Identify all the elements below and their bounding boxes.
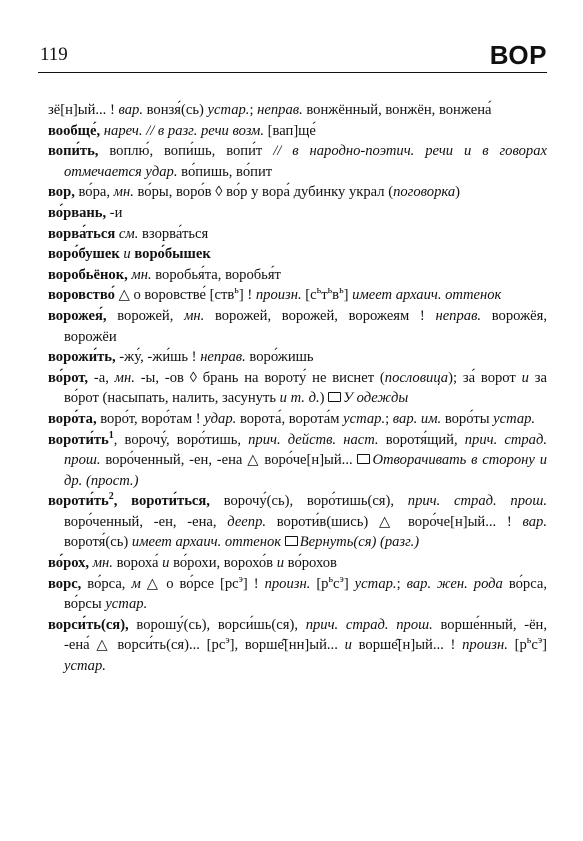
headword: ворс, bbox=[48, 575, 82, 592]
transcription-mark: ь bbox=[327, 285, 333, 297]
usage-label: устар. bbox=[343, 410, 386, 427]
entry-text: воро́ты bbox=[441, 410, 494, 427]
headword: ворва́ться bbox=[48, 225, 116, 242]
usage-label: мн. bbox=[184, 307, 205, 324]
dictionary-entry bbox=[48, 409, 547, 430]
dictionary-entry bbox=[48, 368, 547, 409]
dictionary-entry bbox=[48, 615, 547, 677]
entry-text: ) bbox=[319, 390, 329, 407]
headword: вор, bbox=[48, 184, 75, 201]
homonym-index: 1 bbox=[108, 429, 114, 441]
entry-text: △ о воровстве́ [ств bbox=[114, 287, 235, 304]
headword: ворси́ть(ся), bbox=[48, 616, 129, 633]
dictionary-entry bbox=[48, 182, 547, 203]
usage-label: Вернуть(ся) (разг.) bbox=[299, 534, 420, 551]
headword: ворожи́ть, bbox=[48, 349, 116, 366]
usage-label: устар. bbox=[105, 596, 148, 613]
entry-text: во́ра, bbox=[74, 184, 114, 201]
entry-text: ] bbox=[343, 575, 355, 592]
transcription-mark: э bbox=[339, 573, 344, 585]
entry-text: зё[н]ый... ! bbox=[48, 102, 119, 118]
entry-text: воро́ченный, -ен, -ена △ воро́че[н]ый... bbox=[100, 452, 358, 469]
dictionary-entry bbox=[48, 553, 547, 574]
entry-text: во́пишь, во́пит bbox=[177, 163, 273, 180]
usage-label: и bbox=[521, 369, 529, 386]
entry-text: [вап]ще́ bbox=[264, 122, 316, 139]
dictionary-entry bbox=[48, 100, 547, 121]
entry-text: во́рса, bbox=[81, 575, 132, 592]
dictionary-entry bbox=[48, 285, 547, 306]
transcription-mark: ь bbox=[328, 573, 334, 585]
transcription-mark: ь bbox=[316, 285, 322, 297]
guide-word: ВОР bbox=[489, 40, 547, 70]
entry-text: воротя́(сь) bbox=[64, 534, 132, 551]
dictionary-entry bbox=[48, 141, 547, 182]
entry-text: с bbox=[333, 575, 340, 592]
entry-text: во́рохи, ворохо́в bbox=[169, 555, 277, 572]
entry-text: вороти́в(шись) △ воро́че[н]ый... ! bbox=[266, 513, 523, 530]
meaning-box-icon bbox=[357, 454, 370, 464]
usage-label: устар. bbox=[64, 658, 106, 675]
transcription-mark: э bbox=[225, 635, 230, 647]
usage-label: и bbox=[344, 637, 352, 654]
entry-text: воро́т, воро́там ! bbox=[96, 410, 205, 427]
dictionary-entry bbox=[48, 347, 547, 368]
headword: во́рвань, bbox=[48, 204, 107, 221]
entry-text: во́рса, во́рсы bbox=[64, 575, 547, 613]
meaning-box-icon bbox=[285, 536, 298, 546]
dictionary-entry bbox=[48, 574, 547, 615]
usage-label: У одежды bbox=[343, 390, 409, 407]
entry-text: взорва́ться bbox=[138, 225, 209, 242]
page-header bbox=[38, 40, 547, 73]
usage-label: прич. страд. прош. bbox=[305, 616, 433, 633]
dictionary-entries bbox=[48, 100, 547, 677]
transcription-mark: э bbox=[238, 573, 243, 585]
usage-label: пословица bbox=[384, 369, 449, 386]
dictionary-entry bbox=[48, 265, 547, 286]
usage-label: // в народно-поэтич. речи и в говорах отмечается удар. bbox=[64, 143, 547, 180]
entry-text: ворошу́(сь), ворси́шь(ся), bbox=[128, 616, 306, 633]
entry-text: ворше̂[н]ый... ! bbox=[351, 637, 463, 654]
usage-label: нареч. // в разг. речи возм. bbox=[103, 122, 265, 139]
headword: воро́та, bbox=[48, 410, 97, 427]
entry-text: вороха́ bbox=[112, 555, 163, 572]
usage-label: и bbox=[276, 555, 284, 572]
usage-label: мн. bbox=[114, 369, 135, 386]
usage-label: вар. им. bbox=[392, 410, 442, 427]
headword: воро́бышек bbox=[134, 246, 211, 263]
headword: воробьёнок, bbox=[48, 266, 128, 283]
headword: ворожея́, bbox=[48, 307, 107, 324]
usage-label: и т. д. bbox=[279, 390, 320, 407]
entry-text: ворше́нный, -ён, -ена́ △ ворси́ть(ся)... [рс bbox=[64, 616, 548, 654]
usage-label: и bbox=[123, 246, 131, 263]
entry-text: в bbox=[332, 287, 340, 304]
entry-text: ], ворше̂[нн]ый... bbox=[229, 637, 345, 654]
entry-text: ] bbox=[542, 637, 547, 654]
usage-label: вар. жен. рода bbox=[406, 575, 503, 592]
usage-label: устар. bbox=[493, 410, 536, 427]
entry-text: ] bbox=[343, 287, 353, 304]
entry-text: воробья́та, воробья́т bbox=[151, 266, 281, 283]
headword: во́рох, bbox=[48, 555, 90, 572]
entry-text: ворожёя, ворожёи bbox=[64, 307, 547, 345]
entry-text: ворожей, bbox=[106, 307, 185, 324]
usage-label: вар. bbox=[118, 102, 143, 118]
transcription-mark: ь bbox=[526, 635, 532, 647]
transcription-mark: э bbox=[537, 635, 543, 647]
usage-label: см. bbox=[118, 225, 139, 242]
headword: вороти́ть bbox=[48, 493, 109, 510]
entry-text: ; bbox=[249, 102, 258, 118]
usage-label: мн. bbox=[131, 266, 152, 283]
page-number: 119 bbox=[40, 44, 68, 65]
entry-text: [с bbox=[301, 287, 317, 304]
entry-text: [р bbox=[507, 637, 527, 654]
entry-text: , ворочу́, воро́тишь, bbox=[113, 431, 249, 448]
usage-label: произн. bbox=[264, 575, 311, 592]
usage-label: устар. bbox=[354, 575, 397, 592]
headword: во́рот, bbox=[48, 369, 89, 386]
transcription-mark: ь bbox=[339, 285, 344, 297]
entry-text: ворота́, ворота́м bbox=[236, 410, 344, 427]
usage-label: удар. bbox=[204, 410, 237, 427]
entry-text: с bbox=[531, 637, 538, 654]
entry-text: воплю́, вопи́шь, вопи́т bbox=[98, 143, 274, 160]
headword: вообще́, bbox=[48, 122, 101, 139]
entry-text: во́ры, воро́в ◊ во́р у вора́ дубинку украл ( bbox=[133, 184, 394, 201]
entry-text: △ о во́рсе [рс bbox=[140, 575, 239, 592]
usage-label: вар. bbox=[522, 513, 547, 530]
usage-label: Отворачивать в сторону и др. (прост.) bbox=[64, 452, 548, 489]
entry-text: во́рохов bbox=[284, 555, 337, 572]
entry-text: ; bbox=[396, 575, 407, 592]
entry-text: воротя́щий, bbox=[378, 431, 465, 448]
entry-text: -жу́, -жи́шь ! bbox=[115, 349, 201, 366]
dictionary-entry bbox=[48, 491, 547, 553]
entry-text: ворожей, ворожей, ворожеям ! bbox=[204, 307, 436, 324]
usage-label: прич. страд. прош. bbox=[407, 493, 547, 510]
usage-label: имеет архаич. оттенок bbox=[131, 534, 282, 551]
headword: вороти́ть bbox=[48, 431, 109, 448]
dictionary-entry bbox=[48, 121, 547, 142]
usage-label: произн. bbox=[255, 287, 302, 304]
usage-label: деепр. bbox=[227, 513, 267, 530]
usage-label: мн. bbox=[92, 555, 113, 572]
headword: воровство́ bbox=[48, 287, 115, 304]
dictionary-entry bbox=[48, 306, 547, 347]
entry-text: -ы, -ов ◊ брань на вороту́ не виснет ( bbox=[134, 369, 385, 386]
usage-label: имеет архаич. оттенок bbox=[352, 287, 502, 304]
entry-text: вонжённый, вонжён, вонжена́ bbox=[302, 102, 492, 118]
usage-label: неправ. bbox=[435, 307, 482, 324]
dictionary-entry bbox=[48, 224, 547, 245]
entry-text: за во́рот (насыпать, налить, засунуть bbox=[64, 369, 547, 407]
usage-label: и bbox=[162, 555, 170, 572]
homonym-index: 2 bbox=[108, 491, 114, 503]
usage-label: прич. страд. прош. bbox=[64, 431, 547, 469]
usage-label: м bbox=[131, 575, 141, 592]
entry-text: ; bbox=[385, 410, 393, 427]
headword: , вороти́ться, bbox=[113, 493, 210, 510]
entry-text: ] ! bbox=[238, 287, 256, 304]
headword: воро́бушек bbox=[48, 246, 120, 263]
usage-label: прич. действ. наст. bbox=[248, 431, 379, 448]
usage-label: поговорка bbox=[393, 184, 456, 201]
usage-label: неправ. bbox=[200, 349, 246, 366]
meaning-box-icon bbox=[328, 392, 341, 402]
entry-text: т bbox=[321, 287, 328, 304]
usage-label: устар. bbox=[207, 102, 250, 118]
entry-text: ] ! bbox=[242, 575, 265, 592]
usage-label: неправ. bbox=[257, 102, 303, 118]
entry-text: -и bbox=[106, 204, 123, 221]
usage-label: мн. bbox=[113, 184, 134, 201]
transcription-mark: ь bbox=[234, 285, 239, 297]
entry-text: воро́ченный, -ен, -ена, bbox=[64, 513, 228, 530]
entry-text: ); за́ ворот bbox=[448, 369, 522, 386]
entry-text: -а, bbox=[88, 369, 115, 386]
entry-text: ) bbox=[455, 184, 461, 201]
entry-text: [р bbox=[310, 575, 329, 592]
entry-text: воро́жишь bbox=[245, 349, 314, 366]
usage-label: произн. bbox=[462, 637, 508, 654]
headword: вопи́ть, bbox=[48, 143, 99, 160]
entry-text: вонзя́(сь) bbox=[142, 102, 208, 118]
dictionary-entry bbox=[48, 430, 547, 492]
dictionary-entry bbox=[48, 244, 547, 265]
dictionary-entry bbox=[48, 203, 547, 224]
entry-text: ворочу́(сь), воро́тишь(ся), bbox=[209, 493, 408, 510]
